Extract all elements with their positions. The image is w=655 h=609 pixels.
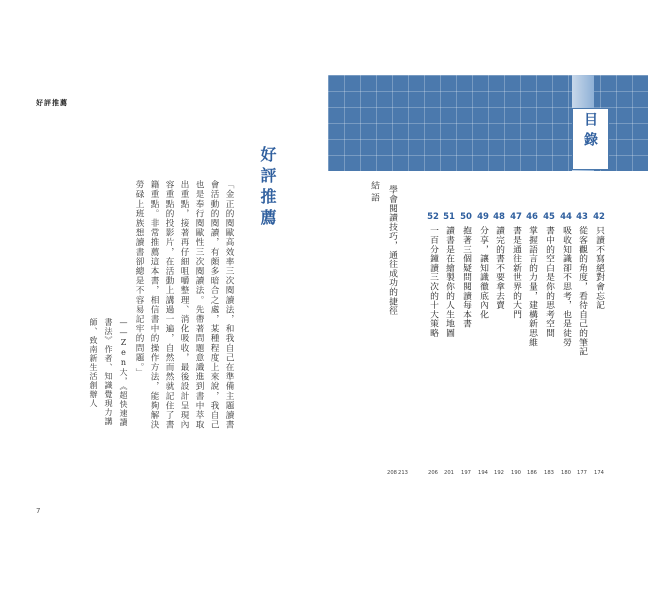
- toc-entry[interactable]: [460, 212, 472, 328]
- toc-entry-page: 183: [544, 470, 554, 476]
- toc-entry[interactable]: [386, 181, 398, 315]
- running-header: 好評推薦: [36, 99, 68, 107]
- closing-label: 結語: [369, 181, 379, 205]
- toc-entry-title: 分享，讓知識徹底內化: [478, 226, 488, 319]
- page-number: 7: [36, 507, 41, 515]
- section-title: 好評推薦: [258, 146, 277, 230]
- toc-entry-number: 50: [460, 212, 472, 222]
- toc-entry-title: 吸收知識卻不思考，也是徒勞: [561, 226, 571, 347]
- toc-entry-page: 208: [387, 470, 397, 476]
- toc-entry[interactable]: [510, 212, 522, 319]
- toc-entry-number: 45: [543, 212, 555, 222]
- toc-entry[interactable]: [493, 212, 505, 310]
- toc-label: 目錄: [582, 112, 598, 152]
- closing-page: 213: [398, 470, 408, 476]
- toc-entry-number: 48: [493, 212, 505, 222]
- toc-entry[interactable]: [477, 212, 489, 319]
- toc-entry-number: 42: [593, 212, 605, 222]
- toc-entry-page: 194: [478, 470, 488, 476]
- toc-entry-title: 讀完的書不要拿去賣: [494, 226, 504, 310]
- toc-entry-number: 43: [576, 212, 588, 222]
- toc-entry-title: 讀書是在繪製你的人生地圖: [444, 226, 454, 338]
- toc-entry-page: 180: [561, 470, 571, 476]
- toc-entry-page: 174: [594, 470, 604, 476]
- toc-entry-number: 44: [560, 212, 572, 222]
- recommendation-text: [89, 180, 236, 432]
- toc-entry-number: 46: [526, 212, 538, 222]
- toc-entry-title: 抱著三個疑問閱讀每本書: [461, 226, 471, 329]
- toc-entry-number: 51: [443, 212, 455, 222]
- quote-credit: ——Zen大，《超快速讀書法》作者、知識覺現力講師、致南新生活創辦人: [89, 318, 128, 427]
- toc-entry[interactable]: [443, 212, 455, 338]
- toc-entry-number: 47: [510, 212, 522, 222]
- toc-entry-title: 書中的空白是你的思考空間: [544, 226, 554, 338]
- toc-entry[interactable]: [593, 212, 605, 310]
- toc-entry[interactable]: [560, 212, 572, 347]
- toc-entry-page: 206: [428, 470, 438, 476]
- toc-entry-page: 201: [444, 470, 454, 476]
- toc-entry-page: 186: [527, 470, 537, 476]
- toc-entry-number: 52: [427, 212, 439, 222]
- toc-entry-title: 只讀不寫絕對會忘記: [594, 226, 604, 310]
- toc-entry[interactable]: [576, 212, 588, 356]
- toc-entry[interactable]: [427, 212, 439, 338]
- toc-entry-page: 190: [511, 470, 521, 476]
- toc-entry-number: 49: [477, 212, 489, 222]
- toc-entry-title: 掌握語言的力量，建構新思維: [527, 226, 537, 347]
- toc-entry-page: 192: [494, 470, 504, 476]
- toc-entry-title: 一百分鐘讀三次的十大策略: [428, 226, 438, 338]
- toc-entry-title: 書是通往新世界的大門: [511, 226, 521, 319]
- toc-entry-title: 從客觀的角度，看待自己的筆記: [577, 226, 587, 357]
- toc-entry-title: 學會閱讀技巧，通往成功的捷徑: [387, 185, 397, 316]
- toc-entry-page: 197: [461, 470, 471, 476]
- toc-entry[interactable]: [526, 212, 538, 347]
- toc-entry[interactable]: [543, 212, 555, 338]
- toc-entry-page: 177: [577, 470, 587, 476]
- quote-paragraph: 「金正的閱歐高效率三次閱讀法，和我自己在準備主題讀書會活動的閱讀，有頗多暗合之處，某種程度上來說，我自己也是奉行閱歐性三次閱讀法。先帶著問題意識進到書中萃取出重點，接著再仔細咀嚼整理、消化吸收，最後設計呈現內容重點的投影片，在活動上講過一遍，自然而然就記住了書籍重點。非常推薦這本書，相信書中的操作方法，能夠解決勞碌上班族想讀書卻總是不容易記牢的問題。」: [134, 180, 234, 430]
